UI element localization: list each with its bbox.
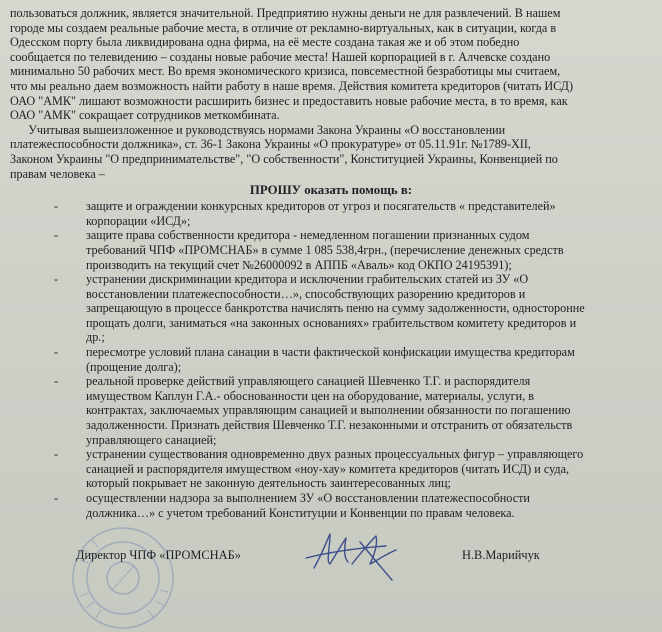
request-item (10, 228, 652, 272)
list-dash: - (54, 491, 59, 505)
request-line: запрещающую в процессе банкротства начислять пеню на сумму задолженности, односторонне (86, 301, 585, 316)
list-dash: - (54, 447, 59, 462)
list-dash: - (54, 345, 59, 360)
round-stamp-icon (68, 520, 178, 632)
request-line: осуществлении надзора за выполнением ЗУ «О восстановлении платежеспособности (86, 491, 530, 505)
request-item (10, 199, 652, 228)
request-list (10, 199, 652, 520)
request-line: др.; (86, 330, 105, 345)
list-dash: - (54, 272, 59, 287)
signatory-title: Директор ЧПФ «ПРОМСНАБ» (76, 548, 241, 563)
list-dash: - (54, 374, 59, 389)
request-item (10, 447, 652, 491)
request-line: реальной проверке действий управляющего санацией Шевченко Т.Г. и распорядителя (86, 374, 531, 389)
request-line: требований ЧПФ «ПРОМСНАБ» в сумме 1 085 538,4грн., (перечисление денежных средств (86, 242, 564, 257)
list-dash: - (54, 199, 59, 214)
legal-basis-line: правам человека – (10, 166, 105, 181)
intro-line: пользоваться должник, является значительной. Предприятию нужны деньги не для развлечений. В нашем (10, 6, 561, 20)
request-line: контрактах, заключаемых управляющим санацией и выполнении обязанности по погашению (86, 403, 571, 418)
request-line: пересмотре условий плана санации в части фактической конфискации имущества кредиторам (86, 345, 575, 360)
intro-line: минимально 50 рабочих мест. Во время экономического кризиса, повсеместной безработицы мы считаем, (10, 64, 561, 79)
request-line: корпорации «ИСД»; (86, 213, 191, 228)
request-line: устранении существования одновременно двух разных процессуальных фигур – управляющего (86, 447, 584, 462)
request-item (10, 374, 652, 447)
request-line: задолженности. Признать действия Шевченко Т.Г. незаконными и отстранить от обязательств (86, 418, 573, 433)
intro-line: Одесском порту была ликвидирована одна фирма, на её месте создана такая же и об этом победно (10, 35, 520, 50)
list-dash: - (54, 228, 59, 243)
signature-block (10, 522, 652, 632)
request-line: (прощение долга); (86, 359, 182, 374)
request-line: должника…» с учетом требований Конституции и Конвенции по правам человека. (86, 505, 515, 520)
intro-line: сообщается по телевидению – созданы новые рабочие места! Нашей корпорацией в г. Алчевске создано (10, 49, 551, 64)
request-item (10, 272, 652, 345)
request-line: защите и ограждении конкурсных кредиторов от угроз и посягательств « представителей» (86, 199, 556, 214)
signatory-name: Н.В.Марийчук (462, 548, 540, 563)
request-item (10, 491, 652, 520)
intro-line: ОАО "АМК" лишают возможности расширить бизнес и предоставить новые рабочие места, в то время, как (10, 93, 568, 108)
legal-basis-line: платежеспособности должника», ст. 36-1 Закона Украины «О прокуратуре» от 05.11.91г. №1789-XII, (10, 137, 531, 152)
request-item (10, 345, 652, 374)
request-line: который покрывает не законную деятельность заинтересованных лиц; (86, 476, 451, 491)
request-line: имуществом Каплун Г.А.- обоснованности цен на оборудование, материалы, услуги, в (86, 388, 535, 403)
handwritten-signature-icon (300, 524, 410, 588)
request-line: производить на текущий счет №26000092 в АППБ «Аваль» код ОКПО 24195391); (86, 257, 512, 272)
request-line: прощать долги, заниматься «на законных основаниях» грабительством комитету кредиторов и (86, 315, 577, 330)
request-line: управляющего санацией; (86, 432, 217, 447)
intro-line: городе мы создаем реальные рабочие места, в отличие от рекламно-виртуальных, как в ситуации, когда в (10, 20, 557, 35)
legal-basis-line: Законом Украины "О предпринимательстве", "О собственности", Конституцией Украины, Конвенцией по (10, 151, 558, 166)
request-heading: ПРОШУ оказать помощь в: (249, 183, 413, 198)
legal-basis-paragraph (10, 123, 652, 181)
request-line: устранении дискриминации кредитора и исключении грабительских статей из ЗУ «О (86, 272, 529, 287)
legal-basis-line: Учитывая вышеизложенное и руководствуясь нормами Закона Украины «О восстановлении (10, 122, 506, 137)
intro-paragraph (10, 6, 652, 123)
request-line: защите права собственности кредитора - немедленном погашении признанных судом (86, 228, 530, 243)
intro-line: ОАО "АМК" сокращает сотрудников меткомбината. (10, 108, 280, 123)
request-line: восстановлении платежеспособности…», способствующих разорению кредиторов и (86, 286, 526, 301)
request-line: санацией и распорядителя имуществом «ноу-хау» комитета кредиторов (читать ИСД) и суда, (86, 461, 570, 476)
intro-line: что мы реально даем возможность найти работу в наше время. Действия комитета кредиторов (читать ИСД) (10, 78, 574, 93)
